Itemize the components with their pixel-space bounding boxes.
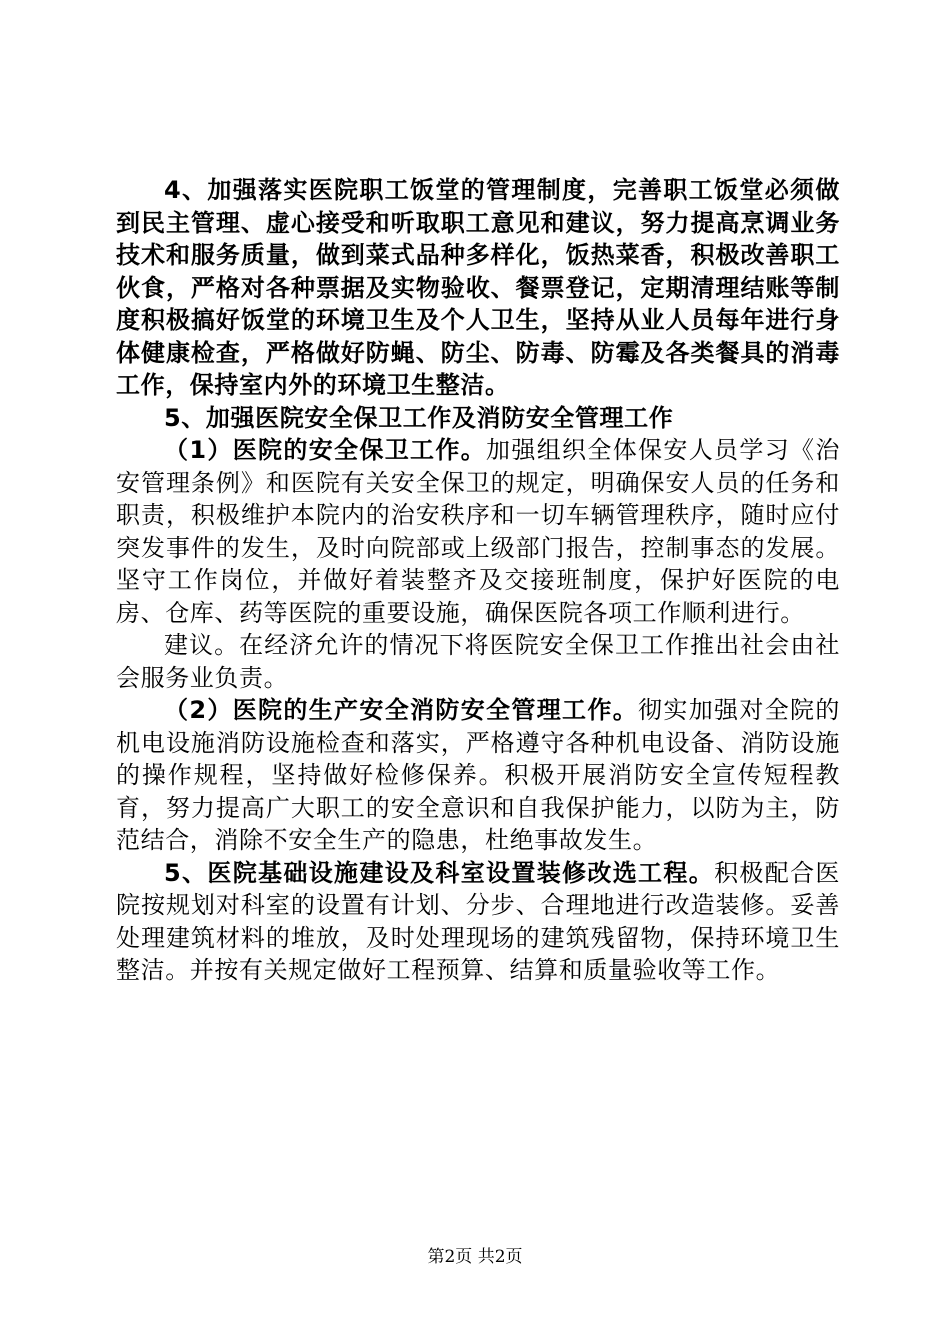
paragraph-canteen-management: 4、加强落实医院职工饭堂的管理制度，完善职工饭堂必须做到民主管理、虚心接受和听取职工意见和建议，努力提高烹调业务技术和服务质量，做到菜式品种多样化，饭热菜香，积极改善职工伙食，严格对各种票据及实物验收、餐票登记，定期清理结账等制度积极搞好饭堂的环境卫生及个人卫生，坚持从业人员每年进行身体健康检查，严格做好防蝇、防尘、防毒、防霉及各类餐具的消毒工作，保持室内外的环境卫生整洁。 [116,176,840,399]
paragraph-infrastructure [116,857,840,987]
fire-safety-body: 彻实加强对全院的机电设施消防设施检查和落实，严格遵守各种机电设备、消防设施的操作规程，坚持做好检修保养。积极开展消防安全宣传短程教育，努力提高广大职工的安全意识和自我保护能力，以防为主，防范结合，消除不安全生产的隐患，杜绝事故发生。 [116,696,840,854]
page-number-footer: 第2页 共2页 [427,1247,523,1267]
paragraph-suggestion: 建议。在经济允许的情况下将医院安全保卫工作推出社会由社会服务业负责。 [116,631,840,692]
paragraph-security-heading: 5、加强医院安全保卫工作及消防安全管理工作 [164,403,674,432]
paragraph-security-guard [116,434,840,629]
document-body [116,174,840,987]
security-guard-body: 加强组织全体保安人员学习《治安管理条例》和医院有关安全保卫的规定，明确保安人员的任务和职责，积极维护本院内的治安秩序和一切车辆管理秩序，随时应付突发事件的发生，及时向院部或上级部门报告，控制事态的发展。坚守工作岗位，并做好着装整齐及交接班制度，保护好医院的电房、仓库、药等医院的重要设施，确保医院各项工作顺利进行。 [116,436,840,627]
security-guard-heading: （1）医院的安全保卫工作。 [164,436,487,464]
infrastructure-heading: 5、医院基础设施建设及科室设置装修改选工程。 [164,858,715,887]
infrastructure-body: 积极配合医院按规划对科室的设置有计划、分步、合理地进行改造装修。妥善处理建筑材料的堆放，及时处理现场的建筑残留物，保持环境卫生整洁。并按有关规定做好工程预算、结算和质量验收等工作。 [116,858,840,984]
fire-safety-heading: （2）医院的生产安全消防安全管理工作。 [164,696,639,724]
paragraph-fire-safety [116,694,840,857]
